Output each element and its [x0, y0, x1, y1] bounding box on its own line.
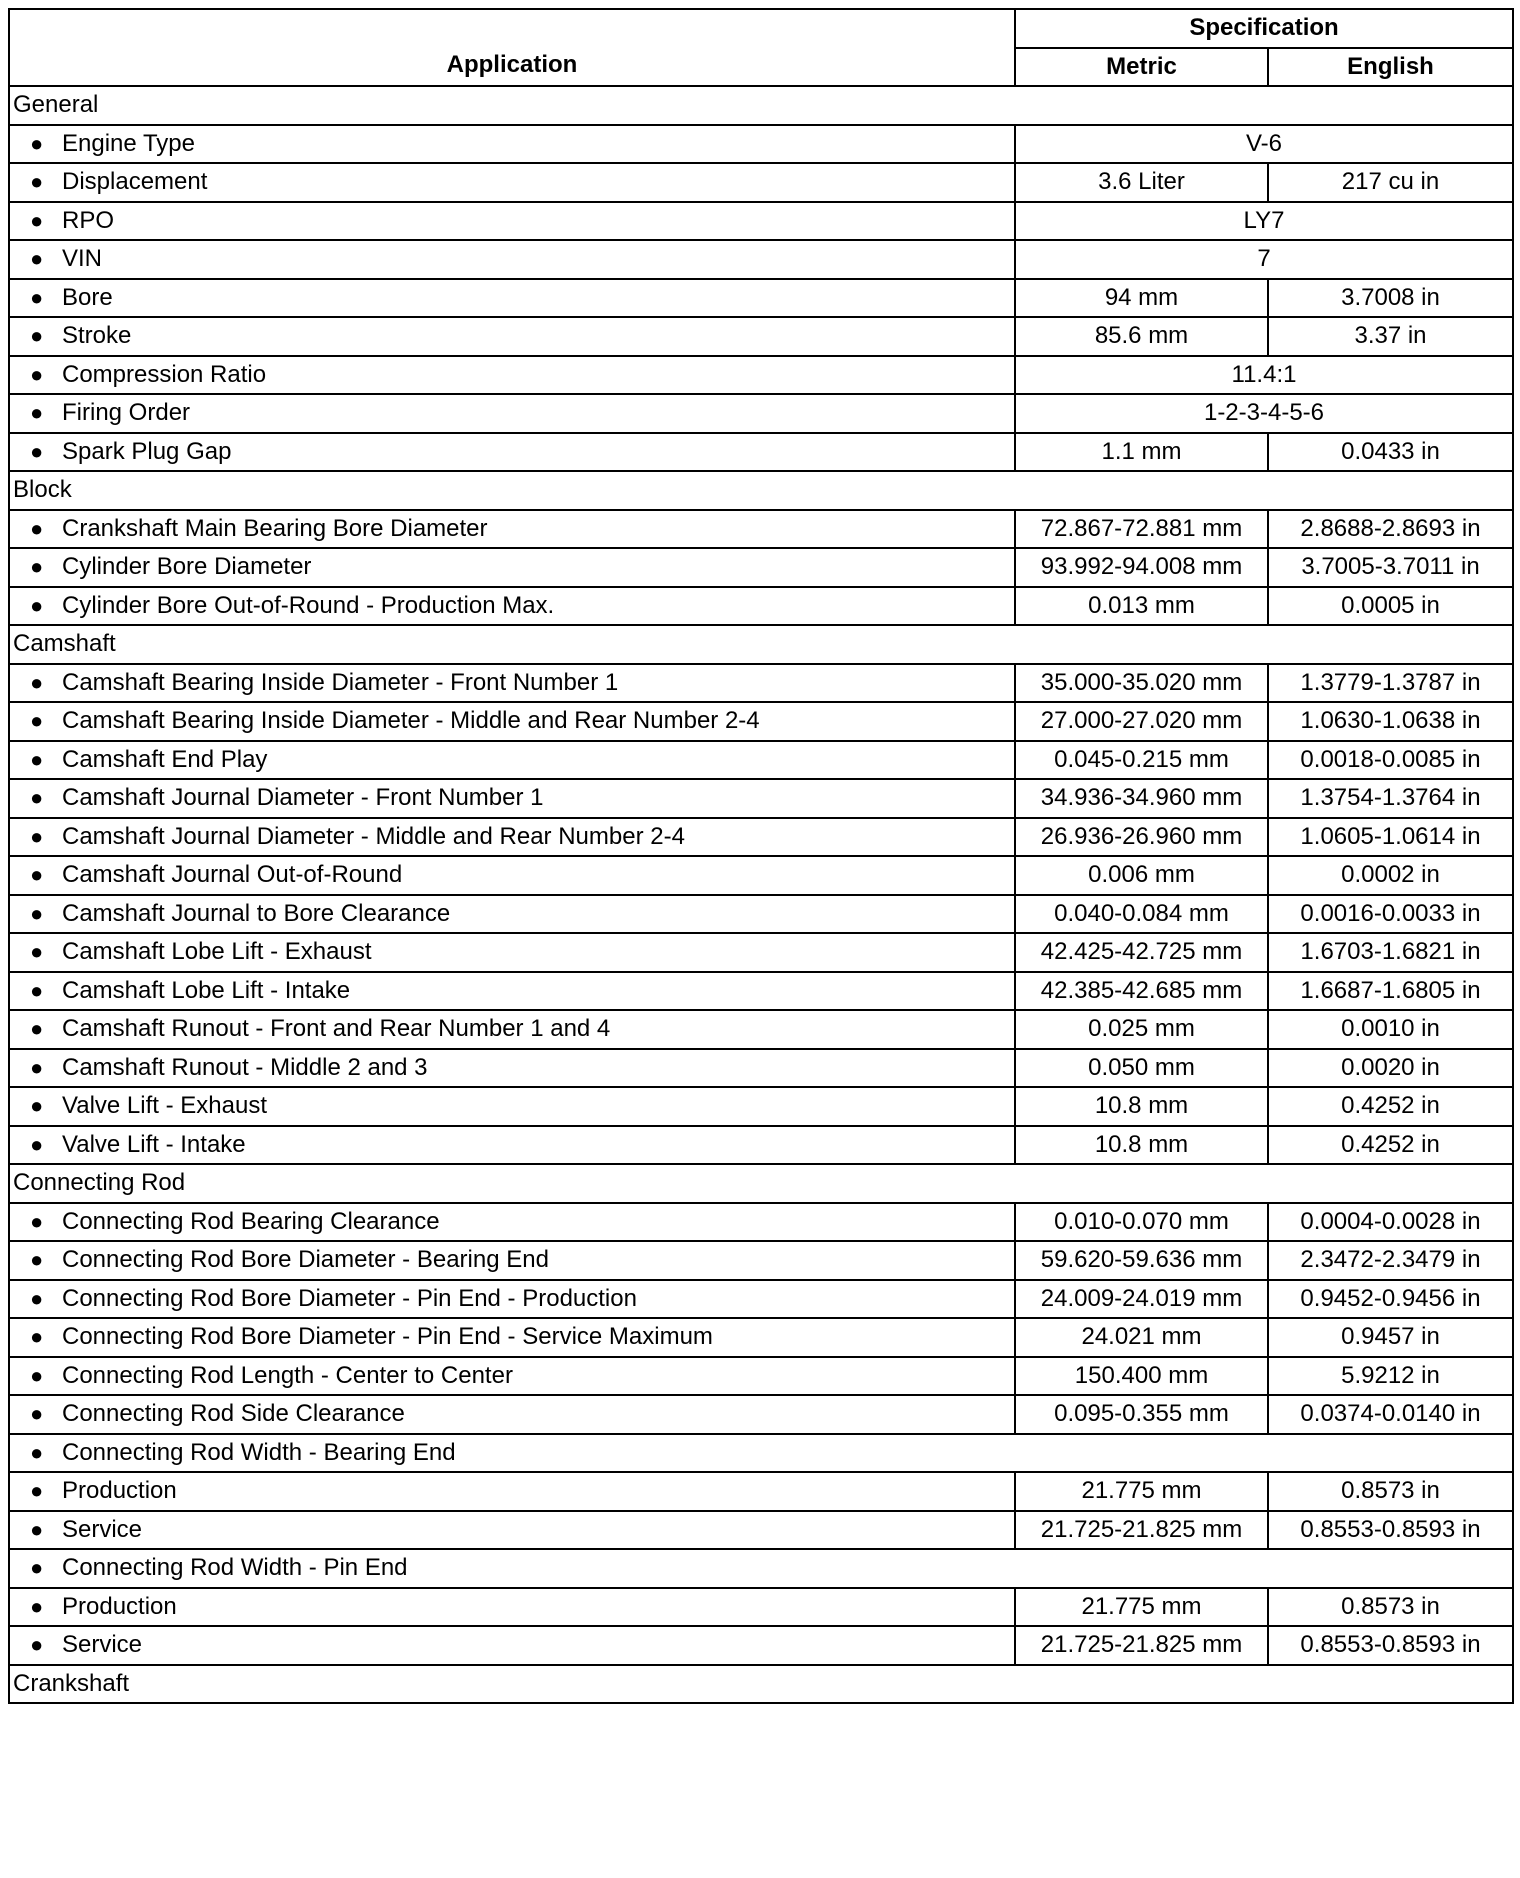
english-value-cell: 0.8553-0.8593 in	[1268, 1626, 1513, 1665]
application-cell	[9, 1511, 1015, 1550]
bullet-icon: ●	[30, 1478, 44, 1504]
english-value-cell: 0.0433 in	[1268, 433, 1513, 472]
bullet-icon: ●	[30, 1016, 44, 1042]
application-cell	[9, 202, 1015, 241]
application-label: Camshaft Journal Out-of-Round	[62, 861, 403, 889]
application-cell	[9, 1549, 1513, 1588]
application-label: Service	[62, 1515, 143, 1543]
table-row	[9, 741, 1513, 780]
bullet-icon: ●	[30, 1285, 44, 1311]
combined-value-cell: 1-2-3-4-5-6	[1015, 394, 1513, 433]
metric-value-cell: 42.425-42.725 mm	[1015, 933, 1268, 972]
metric-value-cell: 21.775 mm	[1015, 1588, 1268, 1627]
table-header	[9, 9, 1513, 86]
table-row	[9, 240, 1513, 279]
bullet-icon: ●	[30, 1131, 44, 1157]
application-label: Displacement	[62, 168, 208, 196]
application-cell	[9, 895, 1015, 934]
metric-value-cell: 21.725-21.825 mm	[1015, 1626, 1268, 1665]
application-cell	[9, 972, 1015, 1011]
section-row	[9, 1665, 1513, 1704]
table-row	[9, 1280, 1513, 1319]
table-row	[9, 1357, 1513, 1396]
metric-value-cell: 0.010-0.070 mm	[1015, 1203, 1268, 1242]
application-label: Engine Type	[62, 129, 195, 157]
english-value-cell: 0.0016-0.0033 in	[1268, 895, 1513, 934]
english-value-cell: 1.6687-1.6805 in	[1268, 972, 1513, 1011]
application-cell	[9, 1318, 1015, 1357]
application-label: Bore	[62, 283, 113, 311]
bullet-icon: ●	[30, 1362, 44, 1388]
application-label: Cylinder Bore Diameter	[62, 553, 312, 581]
english-value-cell: 0.9457 in	[1268, 1318, 1513, 1357]
application-label: Firing Order	[62, 399, 191, 427]
application-label: Compression Ratio	[62, 360, 267, 388]
table-row	[9, 1049, 1513, 1088]
table-row	[9, 587, 1513, 626]
application-label: Connecting Rod Bore Diameter - Pin End - Production	[62, 1284, 637, 1312]
application-label: Valve Lift - Exhaust	[62, 1092, 267, 1120]
table-row	[9, 818, 1513, 857]
metric-value-cell: 21.725-21.825 mm	[1015, 1511, 1268, 1550]
metric-value-cell: 0.095-0.355 mm	[1015, 1395, 1268, 1434]
bullet-icon: ●	[30, 823, 44, 849]
metric-value-cell: 21.775 mm	[1015, 1472, 1268, 1511]
bullet-icon: ●	[30, 1208, 44, 1234]
table-row	[9, 1626, 1513, 1665]
metric-value-cell: 35.000-35.020 mm	[1015, 664, 1268, 703]
application-cell	[9, 933, 1015, 972]
application-cell	[9, 1280, 1015, 1319]
application-cell	[9, 1357, 1015, 1396]
metric-value-cell: 94 mm	[1015, 279, 1268, 318]
application-cell	[9, 1049, 1015, 1088]
application-label: VIN	[62, 245, 103, 273]
bullet-icon: ●	[30, 323, 44, 349]
application-label: Camshaft Bearing Inside Diameter - Middle and Rear Number 2-4	[62, 707, 760, 735]
application-cell	[9, 163, 1015, 202]
metric-value-cell: 0.006 mm	[1015, 856, 1268, 895]
table-row	[9, 702, 1513, 741]
application-header: Application	[9, 9, 1015, 86]
application-label: Service	[62, 1631, 143, 1659]
table-body	[9, 86, 1513, 1703]
metric-value-cell: 3.6 Liter	[1015, 163, 1268, 202]
application-label: Production	[62, 1592, 177, 1620]
english-value-cell: 1.3754-1.3764 in	[1268, 779, 1513, 818]
application-label: Crankshaft Main Bearing Bore Diameter	[62, 514, 488, 542]
english-value-cell: 0.0002 in	[1268, 856, 1513, 895]
english-value-cell: 5.9212 in	[1268, 1357, 1513, 1396]
metric-value-cell: 72.867-72.881 mm	[1015, 510, 1268, 549]
table-row	[9, 163, 1513, 202]
english-value-cell: 0.4252 in	[1268, 1126, 1513, 1165]
table-row	[9, 433, 1513, 472]
metric-value-cell: 10.8 mm	[1015, 1087, 1268, 1126]
header-row-top	[9, 9, 1513, 48]
application-cell	[9, 510, 1015, 549]
section-label: Connecting Rod	[9, 1164, 1513, 1203]
application-cell	[9, 779, 1015, 818]
english-value-cell: 0.8573 in	[1268, 1472, 1513, 1511]
bullet-icon: ●	[30, 1593, 44, 1619]
section-label: General	[9, 86, 1513, 125]
metric-value-cell: 0.025 mm	[1015, 1010, 1268, 1049]
application-label: Stroke	[62, 322, 132, 350]
metric-value-cell: 0.040-0.084 mm	[1015, 895, 1268, 934]
application-label: Connecting Rod Bore Diameter - Bearing End	[62, 1246, 549, 1274]
bullet-icon: ●	[30, 438, 44, 464]
table-row	[9, 895, 1513, 934]
application-label: Production	[62, 1477, 177, 1505]
application-label: Camshaft Lobe Lift - Exhaust	[62, 938, 372, 966]
application-label: Spark Plug Gap	[62, 437, 232, 465]
application-label: RPO	[62, 206, 115, 234]
bullet-icon: ●	[30, 669, 44, 695]
english-value-cell: 0.0010 in	[1268, 1010, 1513, 1049]
table-row	[9, 279, 1513, 318]
application-cell	[9, 317, 1015, 356]
bullet-icon: ●	[30, 785, 44, 811]
application-label: Camshaft Runout - Front and Rear Number 1 and 4	[62, 1015, 611, 1043]
application-cell	[9, 818, 1015, 857]
english-value-cell: 2.3472-2.3479 in	[1268, 1241, 1513, 1280]
metric-value-cell: 0.013 mm	[1015, 587, 1268, 626]
application-label: Valve Lift - Intake	[62, 1130, 246, 1158]
application-label: Camshaft Bearing Inside Diameter - Front Number 1	[62, 668, 619, 696]
subheading-row	[9, 1549, 1513, 1588]
metric-value-cell: 34.936-34.960 mm	[1015, 779, 1268, 818]
table-row	[9, 394, 1513, 433]
metric-value-cell: 59.620-59.636 mm	[1015, 1241, 1268, 1280]
bullet-icon: ●	[30, 207, 44, 233]
bullet-icon: ●	[30, 1054, 44, 1080]
metric-value-cell: 24.021 mm	[1015, 1318, 1268, 1357]
bullet-icon: ●	[30, 554, 44, 580]
metric-value-cell: 0.045-0.215 mm	[1015, 741, 1268, 780]
bullet-icon: ●	[30, 361, 44, 387]
application-label: Camshaft Journal Diameter - Front Number 1	[62, 784, 544, 812]
metric-value-cell: 26.936-26.960 mm	[1015, 818, 1268, 857]
table-row	[9, 548, 1513, 587]
metric-value-cell: 10.8 mm	[1015, 1126, 1268, 1165]
application-cell	[9, 1588, 1015, 1627]
section-label: Crankshaft	[9, 1665, 1513, 1704]
section-label: Block	[9, 471, 1513, 510]
table-row	[9, 933, 1513, 972]
section-label: Camshaft	[9, 625, 1513, 664]
combined-value-cell: V-6	[1015, 125, 1513, 164]
table-row	[9, 510, 1513, 549]
application-cell	[9, 1203, 1015, 1242]
application-cell	[9, 548, 1015, 587]
section-row	[9, 1164, 1513, 1203]
english-value-cell: 0.8573 in	[1268, 1588, 1513, 1627]
subheading-row	[9, 1434, 1513, 1473]
table-row	[9, 1241, 1513, 1280]
bullet-icon: ●	[30, 1247, 44, 1273]
application-cell	[9, 1126, 1015, 1165]
bullet-icon: ●	[30, 592, 44, 618]
application-cell	[9, 741, 1015, 780]
english-value-cell: 0.0020 in	[1268, 1049, 1513, 1088]
bullet-icon: ●	[30, 284, 44, 310]
application-cell	[9, 1087, 1015, 1126]
english-value-cell: 3.37 in	[1268, 317, 1513, 356]
section-row	[9, 625, 1513, 664]
section-row	[9, 471, 1513, 510]
application-cell	[9, 856, 1015, 895]
table-row	[9, 1472, 1513, 1511]
application-label: Connecting Rod Length - Center to Center	[62, 1361, 513, 1389]
metric-value-cell: 24.009-24.019 mm	[1015, 1280, 1268, 1319]
bullet-icon: ●	[30, 169, 44, 195]
english-value-cell: 0.0005 in	[1268, 587, 1513, 626]
english-value-cell: 217 cu in	[1268, 163, 1513, 202]
table-row	[9, 202, 1513, 241]
english-value-cell: 1.6703-1.6821 in	[1268, 933, 1513, 972]
bullet-icon: ●	[30, 1439, 44, 1465]
bullet-icon: ●	[30, 515, 44, 541]
metric-value-cell: 150.400 mm	[1015, 1357, 1268, 1396]
application-label: Connecting Rod Bearing Clearance	[62, 1207, 440, 1235]
application-label: Camshaft Journal to Bore Clearance	[62, 899, 451, 927]
application-cell	[9, 433, 1015, 472]
application-label: Camshaft Runout - Middle 2 and 3	[62, 1053, 428, 1081]
combined-value-cell: LY7	[1015, 202, 1513, 241]
application-label: Cylinder Bore Out-of-Round - Production Max.	[62, 591, 555, 619]
english-value-cell: 0.0018-0.0085 in	[1268, 741, 1513, 780]
bullet-icon: ●	[30, 1632, 44, 1658]
metric-header: Metric	[1015, 48, 1268, 87]
bullet-icon: ●	[30, 1516, 44, 1542]
bullet-icon: ●	[30, 1555, 44, 1581]
application-label: Camshaft Journal Diameter - Middle and Rear Number 2-4	[62, 822, 685, 850]
bullet-icon: ●	[30, 977, 44, 1003]
bullet-icon: ●	[30, 246, 44, 272]
application-cell	[9, 1434, 1513, 1473]
application-label: Camshaft End Play	[62, 745, 268, 773]
table-row	[9, 356, 1513, 395]
english-value-cell: 1.3779-1.3787 in	[1268, 664, 1513, 703]
application-cell	[9, 1395, 1015, 1434]
table-row	[9, 664, 1513, 703]
application-cell	[9, 1626, 1015, 1665]
application-label: Connecting Rod Width - Pin End	[62, 1554, 408, 1582]
english-value-cell: 3.7008 in	[1268, 279, 1513, 318]
table-row	[9, 317, 1513, 356]
table-row	[9, 1588, 1513, 1627]
combined-value-cell: 7	[1015, 240, 1513, 279]
application-cell	[9, 356, 1015, 395]
application-label: Connecting Rod Bore Diameter - Pin End - Service Maximum	[62, 1323, 713, 1351]
table-row	[9, 1203, 1513, 1242]
metric-value-cell: 42.385-42.685 mm	[1015, 972, 1268, 1011]
bullet-icon: ●	[30, 939, 44, 965]
english-value-cell: 0.0374-0.0140 in	[1268, 1395, 1513, 1434]
application-cell	[9, 1010, 1015, 1049]
application-cell	[9, 587, 1015, 626]
english-value-cell: 1.0605-1.0614 in	[1268, 818, 1513, 857]
metric-value-cell: 27.000-27.020 mm	[1015, 702, 1268, 741]
application-cell	[9, 702, 1015, 741]
specification-header: Specification	[1015, 9, 1513, 48]
table-row	[9, 125, 1513, 164]
application-cell	[9, 394, 1015, 433]
application-cell	[9, 279, 1015, 318]
english-value-cell: 0.0004-0.0028 in	[1268, 1203, 1513, 1242]
combined-value-cell: 11.4:1	[1015, 356, 1513, 395]
english-value-cell: 0.4252 in	[1268, 1087, 1513, 1126]
bullet-icon: ●	[30, 746, 44, 772]
table-row	[9, 1511, 1513, 1550]
english-value-cell: 3.7005-3.7011 in	[1268, 548, 1513, 587]
application-label: Connecting Rod Side Clearance	[62, 1400, 405, 1428]
english-value-cell: 1.0630-1.0638 in	[1268, 702, 1513, 741]
application-cell	[9, 664, 1015, 703]
table-row	[9, 1395, 1513, 1434]
english-header: English	[1268, 48, 1513, 87]
table-row	[9, 1318, 1513, 1357]
table-row	[9, 856, 1513, 895]
application-cell	[9, 125, 1015, 164]
english-value-cell: 0.8553-0.8593 in	[1268, 1511, 1513, 1550]
specification-table	[8, 8, 1514, 1704]
table-row	[9, 1010, 1513, 1049]
table-row	[9, 972, 1513, 1011]
application-cell	[9, 1472, 1015, 1511]
metric-value-cell: 0.050 mm	[1015, 1049, 1268, 1088]
bullet-icon: ●	[30, 130, 44, 156]
bullet-icon: ●	[30, 1401, 44, 1427]
metric-value-cell: 1.1 mm	[1015, 433, 1268, 472]
section-row	[9, 86, 1513, 125]
bullet-icon: ●	[30, 400, 44, 426]
bullet-icon: ●	[30, 862, 44, 888]
english-value-cell: 2.8688-2.8693 in	[1268, 510, 1513, 549]
application-cell	[9, 1241, 1015, 1280]
table-row	[9, 779, 1513, 818]
bullet-icon: ●	[30, 1093, 44, 1119]
metric-value-cell: 93.992-94.008 mm	[1015, 548, 1268, 587]
application-label: Camshaft Lobe Lift - Intake	[62, 976, 351, 1004]
bullet-icon: ●	[30, 1324, 44, 1350]
table-row	[9, 1087, 1513, 1126]
english-value-cell: 0.9452-0.9456 in	[1268, 1280, 1513, 1319]
application-label: Connecting Rod Width - Bearing End	[62, 1438, 456, 1466]
table-row	[9, 1126, 1513, 1165]
bullet-icon: ●	[30, 900, 44, 926]
metric-value-cell: 85.6 mm	[1015, 317, 1268, 356]
bullet-icon: ●	[30, 708, 44, 734]
application-cell	[9, 240, 1015, 279]
